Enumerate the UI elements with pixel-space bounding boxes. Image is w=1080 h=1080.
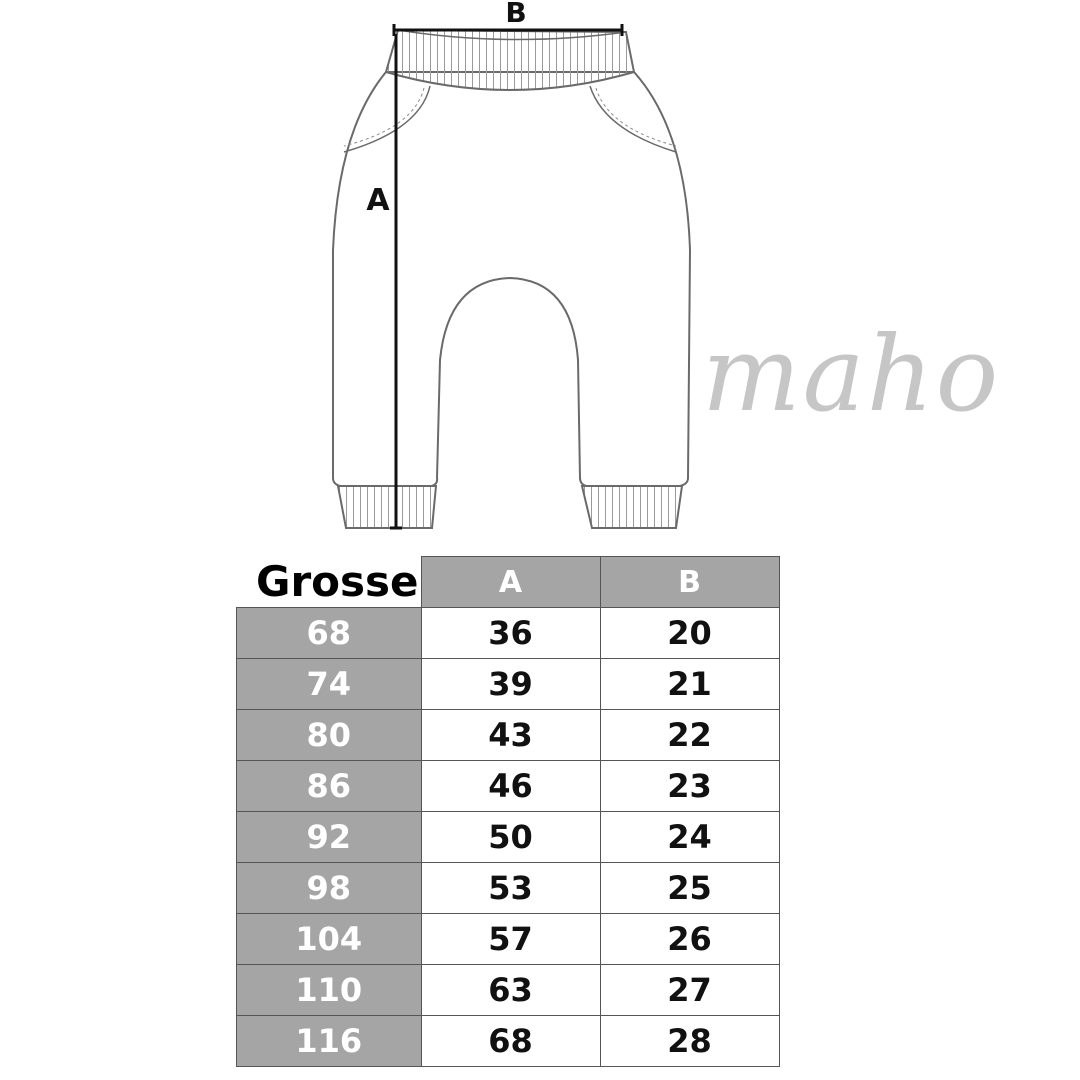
table-row bbox=[237, 965, 780, 1016]
size-table bbox=[236, 556, 780, 1067]
size-cell: 80 bbox=[237, 710, 422, 761]
pants-body bbox=[333, 72, 690, 486]
b-cell: 23 bbox=[600, 761, 779, 812]
a-cell: 63 bbox=[421, 965, 600, 1016]
a-cell: 46 bbox=[421, 761, 600, 812]
table-row bbox=[237, 812, 780, 863]
a-cell: 39 bbox=[421, 659, 600, 710]
left-cuff bbox=[338, 486, 436, 528]
size-column-title: Grosse bbox=[237, 557, 422, 608]
b-cell: 28 bbox=[600, 1016, 779, 1067]
table-row bbox=[237, 710, 780, 761]
b-cell: 26 bbox=[600, 914, 779, 965]
b-cell: 27 bbox=[600, 965, 779, 1016]
b-cell: 21 bbox=[600, 659, 779, 710]
a-cell: 50 bbox=[421, 812, 600, 863]
size-cell: 98 bbox=[237, 863, 422, 914]
table-row bbox=[237, 863, 780, 914]
size-cell: 74 bbox=[237, 659, 422, 710]
column-header-a: A bbox=[421, 557, 600, 608]
size-cell: 86 bbox=[237, 761, 422, 812]
a-cell: 43 bbox=[421, 710, 600, 761]
a-cell: 57 bbox=[421, 914, 600, 965]
column-header-b: B bbox=[600, 557, 779, 608]
a-cell: 36 bbox=[421, 608, 600, 659]
size-cell: 104 bbox=[237, 914, 422, 965]
right-cuff bbox=[582, 486, 682, 528]
table-row bbox=[237, 1016, 780, 1067]
watermark-logo: maho bbox=[702, 313, 1001, 435]
table-row bbox=[237, 659, 780, 710]
table-row bbox=[237, 914, 780, 965]
b-cell: 20 bbox=[600, 608, 779, 659]
dimension-a-label: A bbox=[366, 183, 390, 218]
a-cell: 68 bbox=[421, 1016, 600, 1067]
b-cell: 24 bbox=[600, 812, 779, 863]
size-cell: 116 bbox=[237, 1016, 422, 1067]
size-cell: 92 bbox=[237, 812, 422, 863]
dimension-b bbox=[394, 0, 622, 36]
table-header-row bbox=[237, 557, 780, 608]
size-cell: 110 bbox=[237, 965, 422, 1016]
a-cell: 53 bbox=[421, 863, 600, 914]
table-row bbox=[237, 761, 780, 812]
table-row bbox=[237, 608, 780, 659]
b-cell: 25 bbox=[600, 863, 779, 914]
b-cell: 22 bbox=[600, 710, 779, 761]
dimension-b-label: B bbox=[505, 0, 527, 29]
size-cell: 68 bbox=[237, 608, 422, 659]
